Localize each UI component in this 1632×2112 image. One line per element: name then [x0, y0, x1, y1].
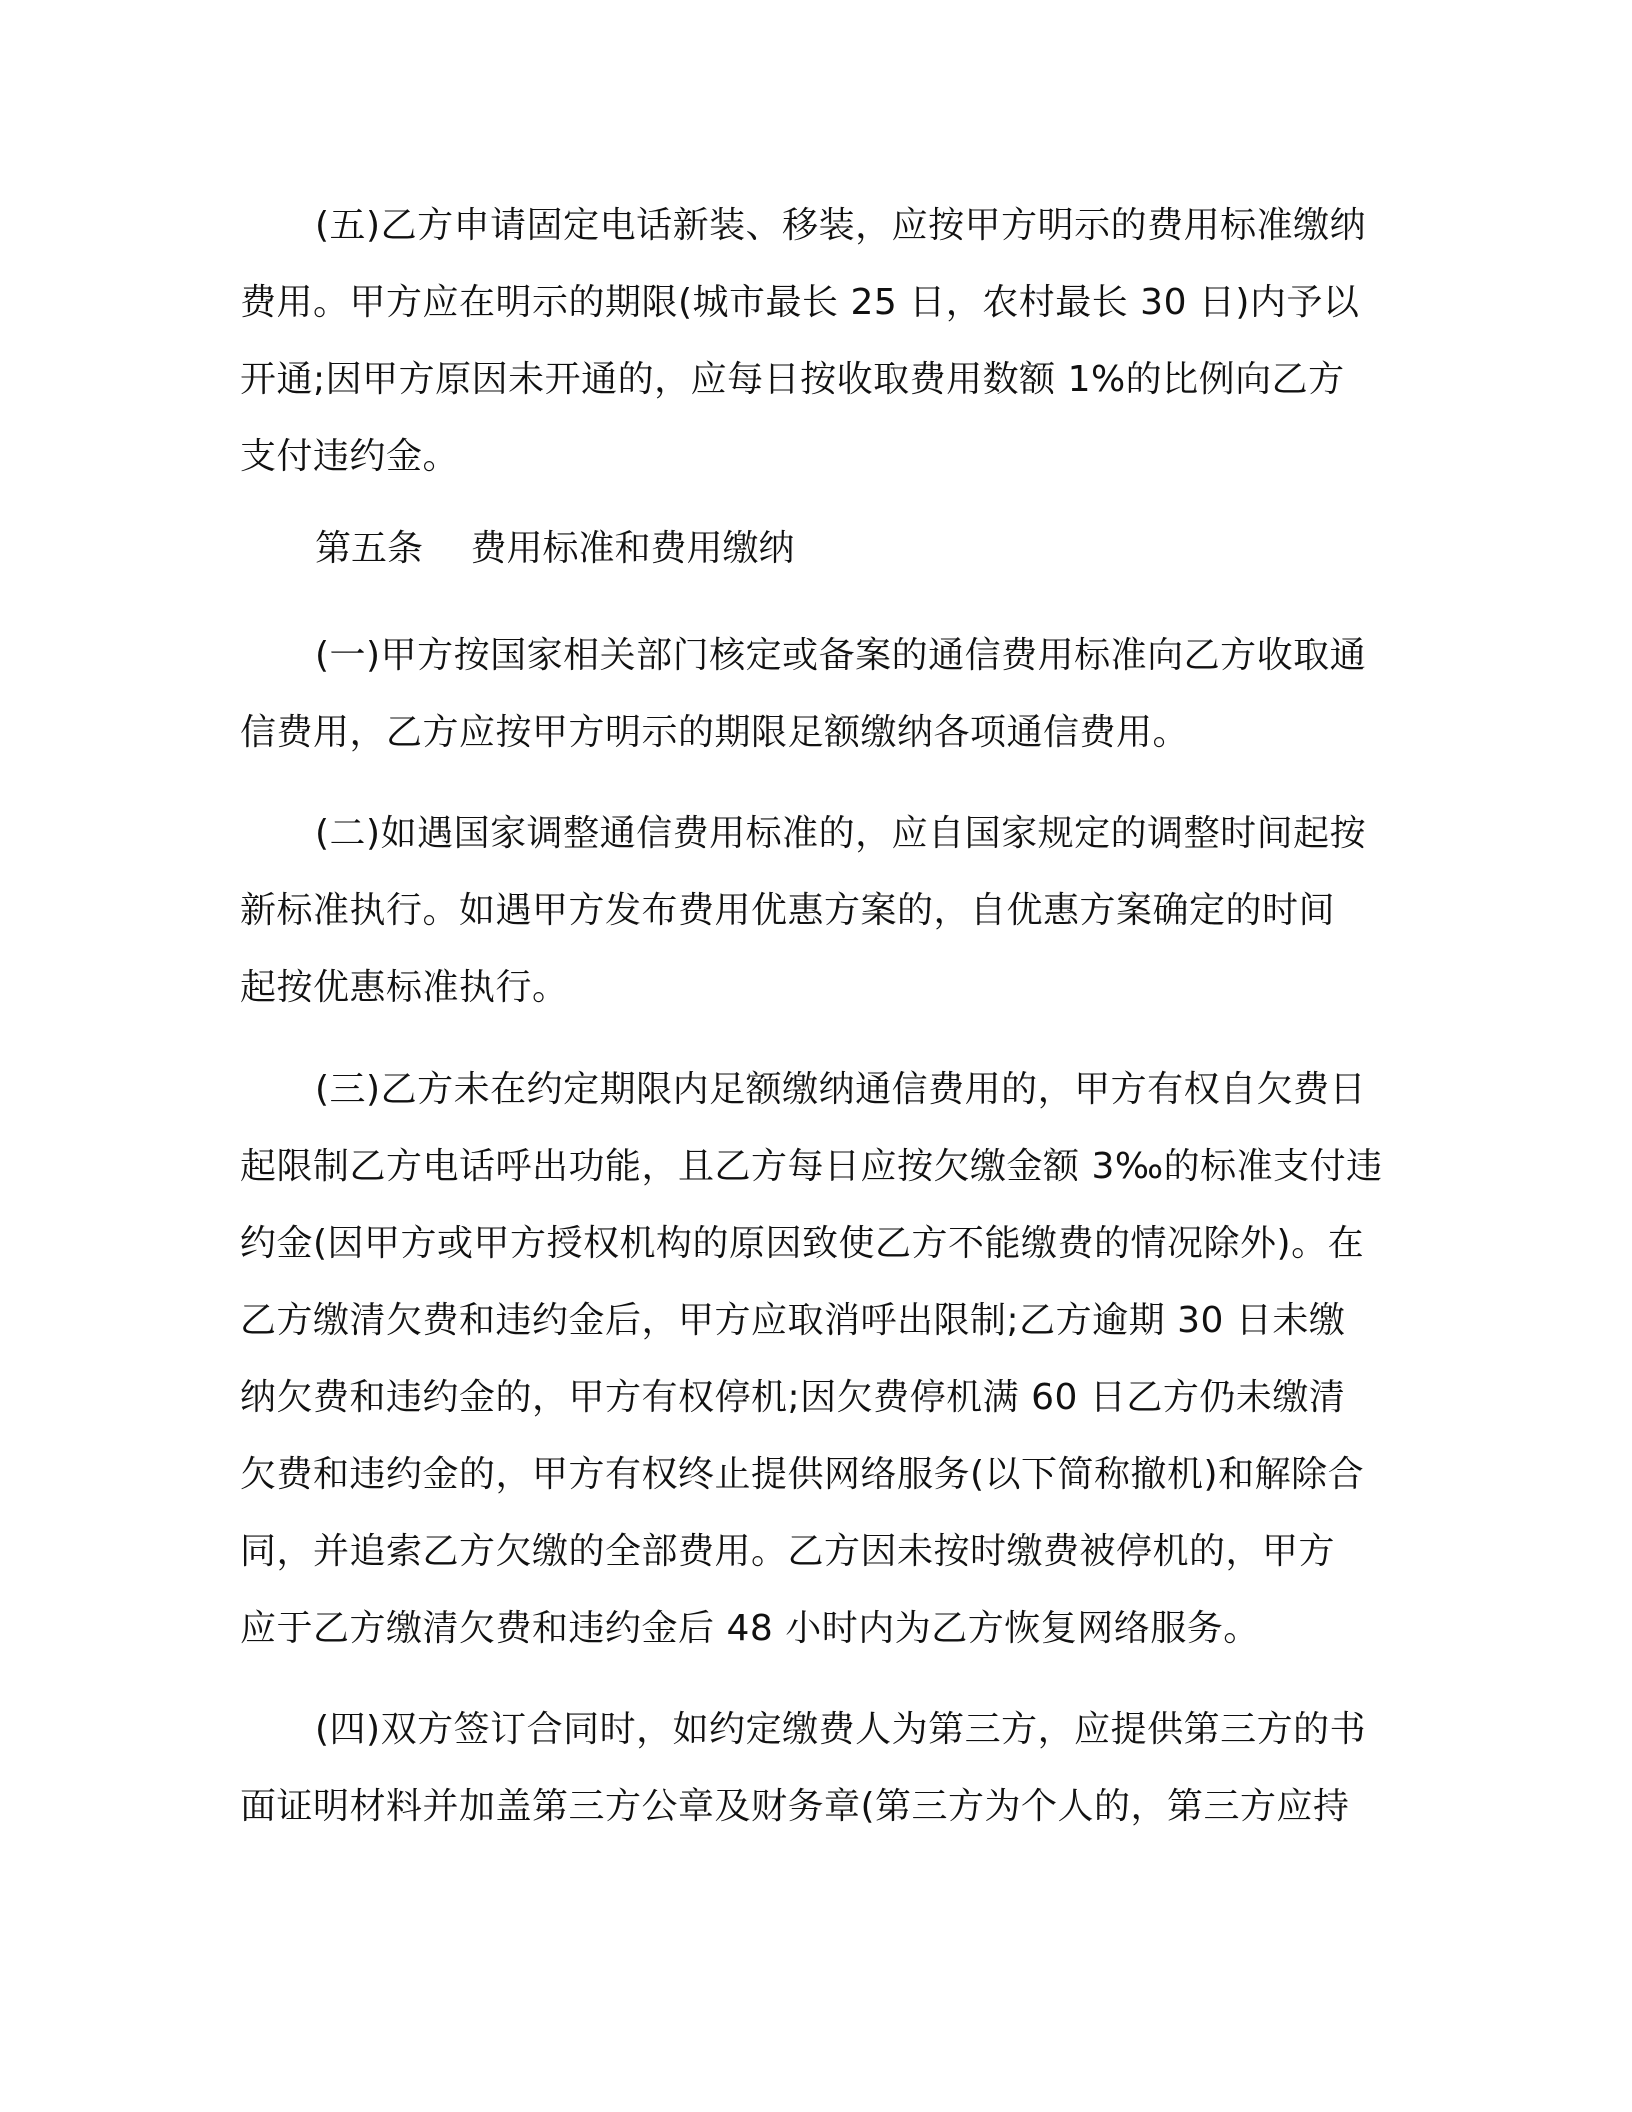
paragraph-line: (五)乙方申请固定电话新装、移装，应按甲方明示的费用标准缴纳 [315, 205, 1367, 246]
paragraph-line: 开通;因甲方原因未开通的，应每日按收取费用数额 1%的比例向乙方 [240, 359, 1345, 400]
paragraph-item-4 [240, 1691, 1380, 1845]
paragraph-line: 纳欠费和违约金的，甲方有权停机;因欠费停机满 60 日乙方仍未缴清 [240, 1377, 1346, 1418]
paragraph-line: 面证明材料并加盖第三方公章及财务章(第三方为个人的，第三方应持 [240, 1786, 1350, 1827]
paragraph-line: 同，并追索乙方欠缴的全部费用。乙方因未按时缴费被停机的，甲方 [240, 1531, 1336, 1572]
paragraph-line: 欠费和违约金的，甲方有权终止提供网络服务(以下简称撤机)和解除合 [240, 1454, 1365, 1495]
paragraph-line: (四)双方签订合同时，如约定缴费人为第三方，应提供第三方的书 [315, 1709, 1367, 1750]
paragraph-line: 信费用，乙方应按甲方明示的期限足额缴纳各项通信费用。 [240, 712, 1190, 753]
paragraph-line: 乙方缴清欠费和违约金后，甲方应取消呼出限制;乙方逾期 30 日未缴 [240, 1300, 1346, 1341]
paragraph-item-2 [240, 795, 1380, 1026]
paragraph-line: 支付违约金。 [240, 436, 460, 477]
paragraph-item-3 [240, 1051, 1383, 1667]
paragraph-line: 费用。甲方应在明示的期限(城市最长 25 日，农村最长 30 日)内予以 [240, 282, 1360, 323]
paragraph-item-1 [240, 617, 1380, 771]
paragraph-line: 起按优惠标准执行。 [240, 967, 569, 1008]
paragraph-line: (三)乙方未在约定期限内足额缴纳通信费用的，甲方有权自欠费日 [315, 1069, 1367, 1110]
paragraph-item-5 [240, 187, 1380, 495]
paragraph-line: (二)如遇国家调整通信费用标准的，应自国家规定的调整时间起按 [315, 813, 1367, 854]
paragraph-line: 新标准执行。如遇甲方发布费用优惠方案的，自优惠方案确定的时间 [240, 890, 1336, 931]
paragraph-line: 起限制乙方电话呼出功能，且乙方每日应按欠缴金额 3‰的标准支付违 [240, 1146, 1383, 1187]
paragraph-line: (一)甲方按国家相关部门核定或备案的通信费用标准向乙方收取通 [315, 635, 1367, 676]
paragraph-line: 约金(因甲方或甲方授权机构的原因致使乙方不能缴费的情况除外)。在 [240, 1223, 1365, 1264]
paragraph-line: 应于乙方缴清欠费和违约金后 48 小时内为乙方恢复网络服务。 [240, 1608, 1260, 1649]
article-5-heading: 第五条 费用标准和费用缴纳 [315, 528, 795, 569]
